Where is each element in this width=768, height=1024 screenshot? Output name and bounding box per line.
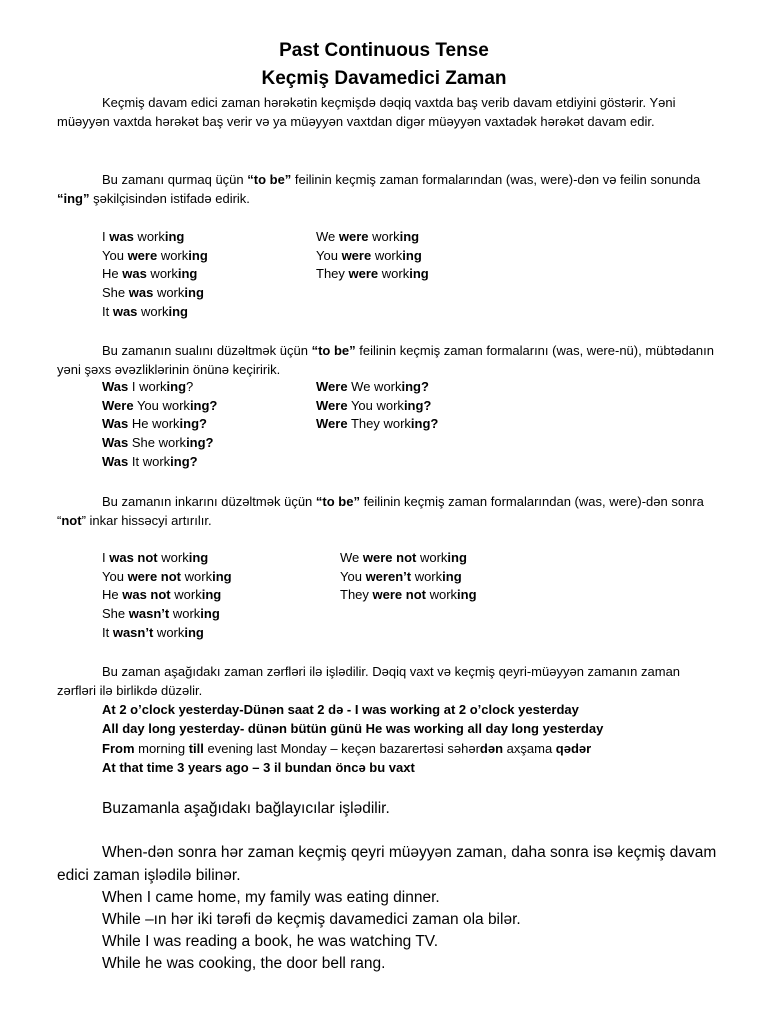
- adverbs-rule-paragraph: Bu zaman aşağıdakı zaman zərfləri ilə işlədilir. Dəqiq vaxt və keçmiş qeyri-müəyyən zamanın zaman zərfləri ilə birlikdə düzəlir.: [57, 664, 681, 698]
- adverb-line: From morning till evening last Monday – keçən bazarertəsi səhərdən axşama qədər: [102, 740, 592, 756]
- conjunctions-title: Buzamanla aşağıdakı bağlayıcılar işlədilir.: [102, 800, 390, 817]
- formation-tobe: “to be”: [247, 172, 292, 187]
- questions-right-list: [316, 378, 438, 434]
- question-line: Were You working?: [316, 397, 432, 413]
- adverb-line: At that time 3 years ago – 3 il bundan öncə bu vaxt: [102, 759, 415, 775]
- negative-line: You weren’t working: [340, 568, 462, 584]
- page-title: Past Continuous Tense: [279, 40, 489, 61]
- question-line: Was She working?: [102, 435, 214, 451]
- formation-text: Bu zamanı qurmaq üçün: [102, 172, 248, 187]
- page-subtitle: Keçmiş Davamedici Zaman: [261, 68, 507, 89]
- question-line: Were We working?: [316, 379, 429, 394]
- negative-line: You were not working: [102, 568, 232, 584]
- affirmative-left-list: [102, 228, 208, 322]
- negative-line: It wasn’t working: [102, 624, 204, 640]
- example-line: While –ın hər iki tərəfi də keçmiş davamedici zaman ola bilər.: [102, 911, 521, 928]
- when-rule-paragraph: When-dən sonra hər zaman keçmiş qeyri müəyyən zaman, daha sonra isə keçmiş davam edici zaman işlədilə bilinər.: [57, 844, 717, 884]
- formation-text-mid: feilinin keçmiş zaman formalarından (was, were)-dən və feilin sonunda: [291, 172, 701, 187]
- negative-line: We were not working: [340, 550, 467, 565]
- conjugation-line: They were working: [316, 266, 429, 282]
- negative-line: He was not working: [102, 587, 222, 603]
- conjugation-line: You were working: [102, 247, 208, 263]
- conjugation-line: We were working: [316, 229, 420, 244]
- conjugation-line: She was working: [102, 285, 204, 301]
- question-rule-paragraph: Bu zamanın sualını düzəltmək üçün “to be” feilinin keçmiş zaman formalarını (was, were-nü), mübtədanın yəni şəxs əvəzliklərinin önünə keçiririk.: [57, 343, 714, 377]
- question-line: Was I working?: [102, 379, 194, 394]
- conjugation-line: You were working: [316, 247, 422, 263]
- negative-line: They were not working: [340, 587, 477, 603]
- negative-line: She wasn’t working: [102, 606, 220, 622]
- example-line: When I came home, my family was eating dinner.: [102, 889, 440, 906]
- example-line: While I was reading a book, he was watching TV.: [102, 933, 439, 950]
- adverb-line: At 2 o’clock yesterday-Dünən saat 2 də - I was working at 2 o’clock yesterday: [102, 702, 579, 717]
- title-block: [0, 37, 768, 93]
- intro-paragraph: Keçmiş davam edici zaman hərəkətin keçmişdə dəqiq vaxtda baş verib davam etdiyini göstərir. Yəni müəyyən vaxtda hərəkət baş verir və ya müəyyən vaxtdan digər müəyyən vaxtadək hərəkət davam edir.: [57, 95, 676, 129]
- negatives-right-list: [340, 549, 477, 605]
- question-line: Was He working?: [102, 416, 207, 432]
- formation-ing: “ing”: [57, 191, 90, 206]
- negative-rule-paragraph: Bu zamanın inkarını düzəltmək üçün “to be” feilinin keçmiş zaman formalarından (was, were)-dən sonra “not” inkar hissəcyi artırılır.: [57, 494, 704, 528]
- formation-paragraph: [57, 170, 717, 208]
- questions-left-list: [102, 378, 217, 472]
- conjugation-line: He was working: [102, 266, 198, 282]
- conjugation-line: I was working: [102, 229, 185, 244]
- question-line: Were They working?: [316, 416, 439, 432]
- negatives-left-list: [102, 549, 232, 643]
- adverb-line: All day long yesterday- dünən bütün günü He was working all day long yesterday: [102, 721, 604, 737]
- formation-text-post: şəkilçisindən istifadə edirik.: [89, 191, 250, 206]
- question-line: Was It working?: [102, 453, 198, 469]
- conjugation-line: It was working: [102, 303, 188, 319]
- example-line: While he was cooking, the door bell rang.: [102, 955, 386, 972]
- question-line: Were You working?: [102, 397, 218, 413]
- negative-line: I was not working: [102, 550, 209, 565]
- adverbs-list: [102, 700, 603, 777]
- affirmative-right-list: [316, 228, 429, 284]
